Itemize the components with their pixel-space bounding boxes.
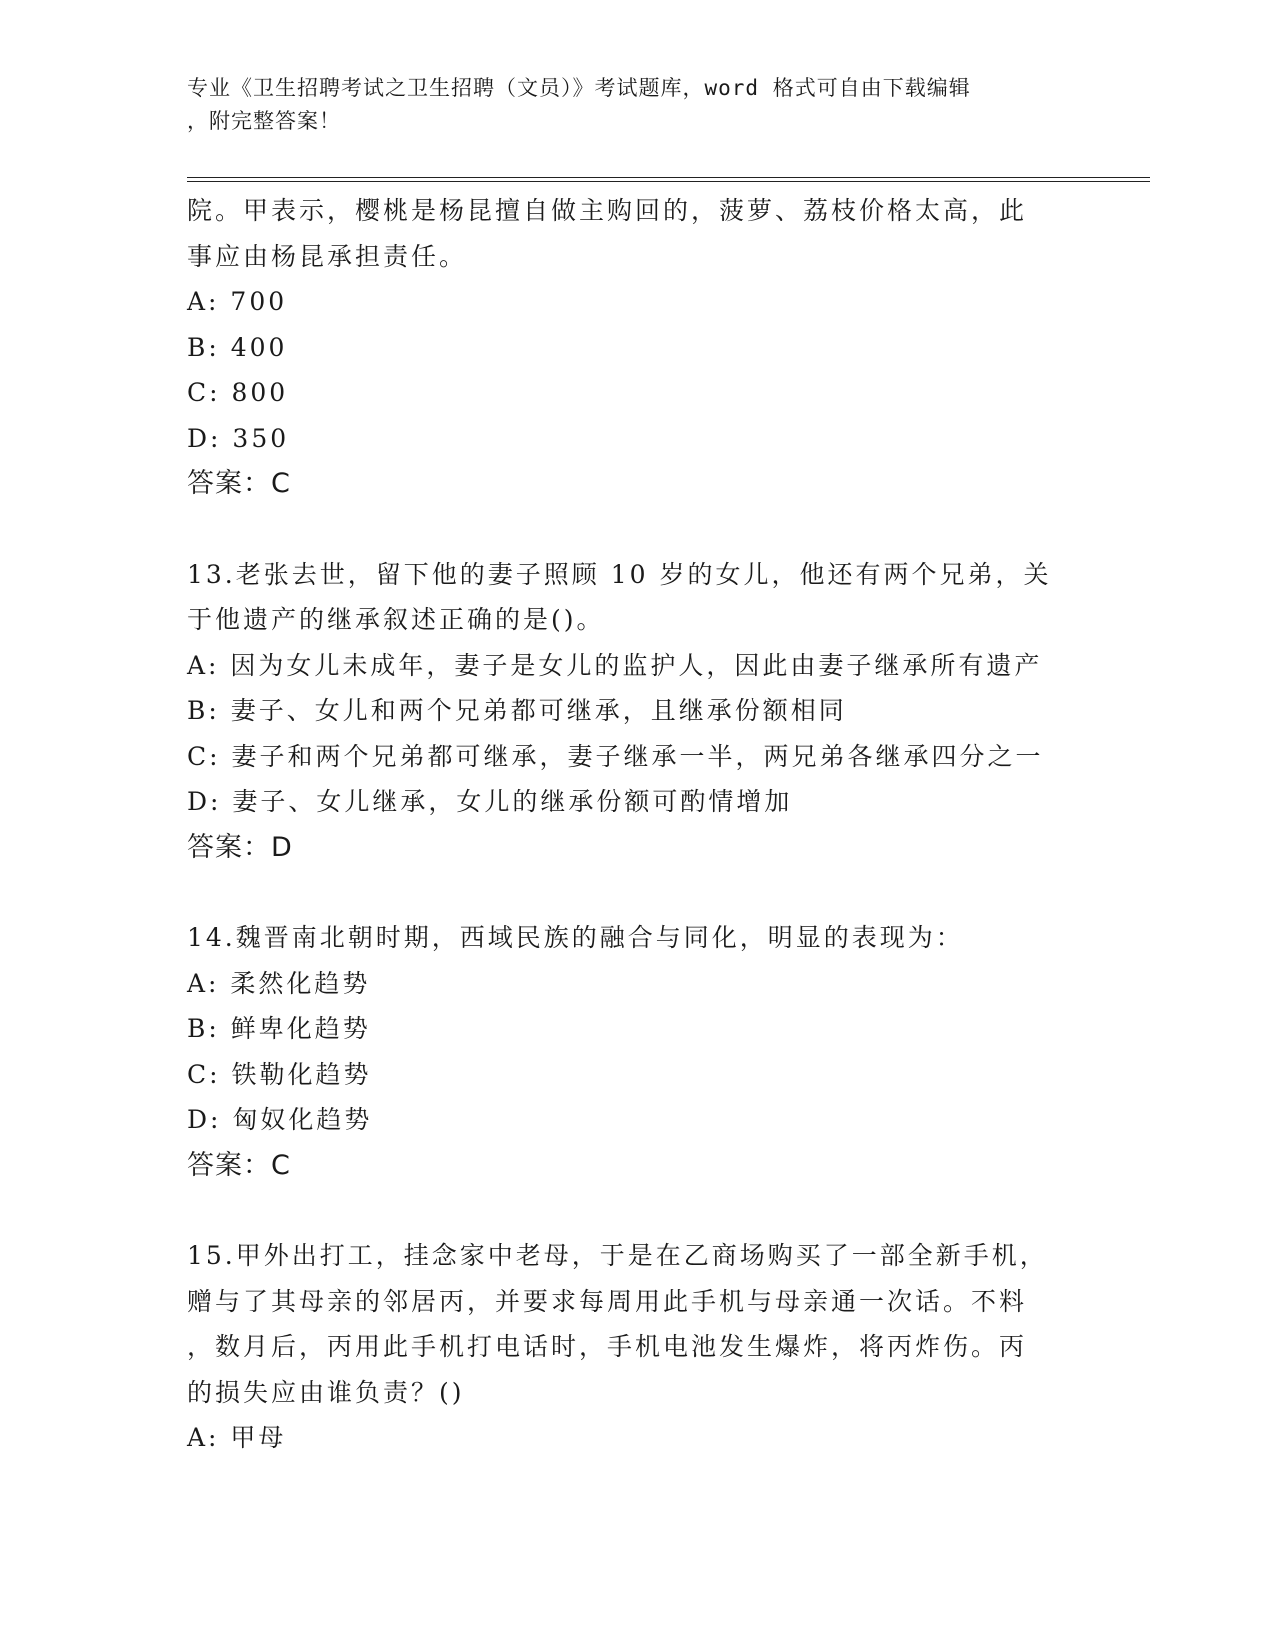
question-spacer: [187, 1188, 1087, 1233]
question-stem: 事应由杨昆承担责任。: [187, 241, 468, 271]
option-a: A: 甲母: [187, 1423, 287, 1452]
option-a: A: 因为女儿未成年，妻子是女儿的监护人，因此由妻子继承所有遗产: [187, 650, 1043, 680]
question-14: [187, 915, 1087, 1188]
option-a: A: 柔然化趋势: [187, 968, 371, 998]
question-12: [187, 188, 1087, 507]
header-divider: [187, 177, 1150, 182]
document-header: [187, 72, 1087, 138]
question-13: [187, 552, 1087, 871]
question-spacer: [187, 870, 1087, 915]
option-b: B: 妻子、女儿和两个兄弟都可继承，且继承份额相同: [187, 696, 847, 725]
question-spacer: [187, 507, 1087, 552]
answer-line: 答案：D: [187, 831, 293, 863]
question-list: [187, 188, 1087, 1461]
question-stem: 的损失应由谁负责？(): [187, 1377, 465, 1407]
question-stem: 院。甲表示，樱桃是杨昆擅自做主购回的，菠萝、荔枝价格太高，此: [187, 196, 1028, 225]
answer-line: 答案：C: [187, 1149, 291, 1181]
option-a: A: 700: [187, 287, 288, 316]
header-title-continuation: ，附完整答案！: [187, 109, 341, 133]
option-b: B: 400: [187, 332, 288, 362]
header-title-line: 专业《卫生招聘考试之卫生招聘（文员）》考试题库，word 格式可自由下载编辑: [187, 76, 971, 100]
answer-line: 答案：C: [187, 468, 291, 499]
option-d: D: 匈奴化趋势: [187, 1105, 373, 1134]
question-stem: 13.老张去世，留下他的妻子照顾 10 岁的女儿，他还有两个兄弟，关: [187, 559, 1052, 589]
question-stem: 15.甲外出打工，挂念家中老母，于是在乙商场购买了一部全新手机，: [187, 1241, 1048, 1270]
option-d: D: 350: [187, 423, 290, 453]
question-stem: ，数月后，丙用此手机打电话时，手机电池发生爆炸，将丙炸伤。丙: [187, 1332, 1028, 1361]
option-c: C: 妻子和两个兄弟都可继承，妻子继承一半，两兄弟各继承四分之一: [187, 741, 1044, 771]
question-stem: 于他遗产的继承叙述正确的是()。: [187, 605, 605, 634]
question-stem: 赠与了其母亲的邻居丙，并要求每周用此手机与母亲通一次话。不料: [187, 1286, 1028, 1316]
question-stem: 14.魏晋南北朝时期，西域民族的融合与同化，明显的表现为：: [187, 923, 964, 952]
option-b: B: 鲜卑化趋势: [187, 1014, 371, 1043]
option-d: D: 妻子、女儿继承，女儿的继承份额可酌情增加: [187, 787, 793, 816]
option-c: C: 铁勒化趋势: [187, 1059, 372, 1089]
option-c: C: 800: [187, 378, 289, 407]
question-15: [187, 1233, 1087, 1461]
